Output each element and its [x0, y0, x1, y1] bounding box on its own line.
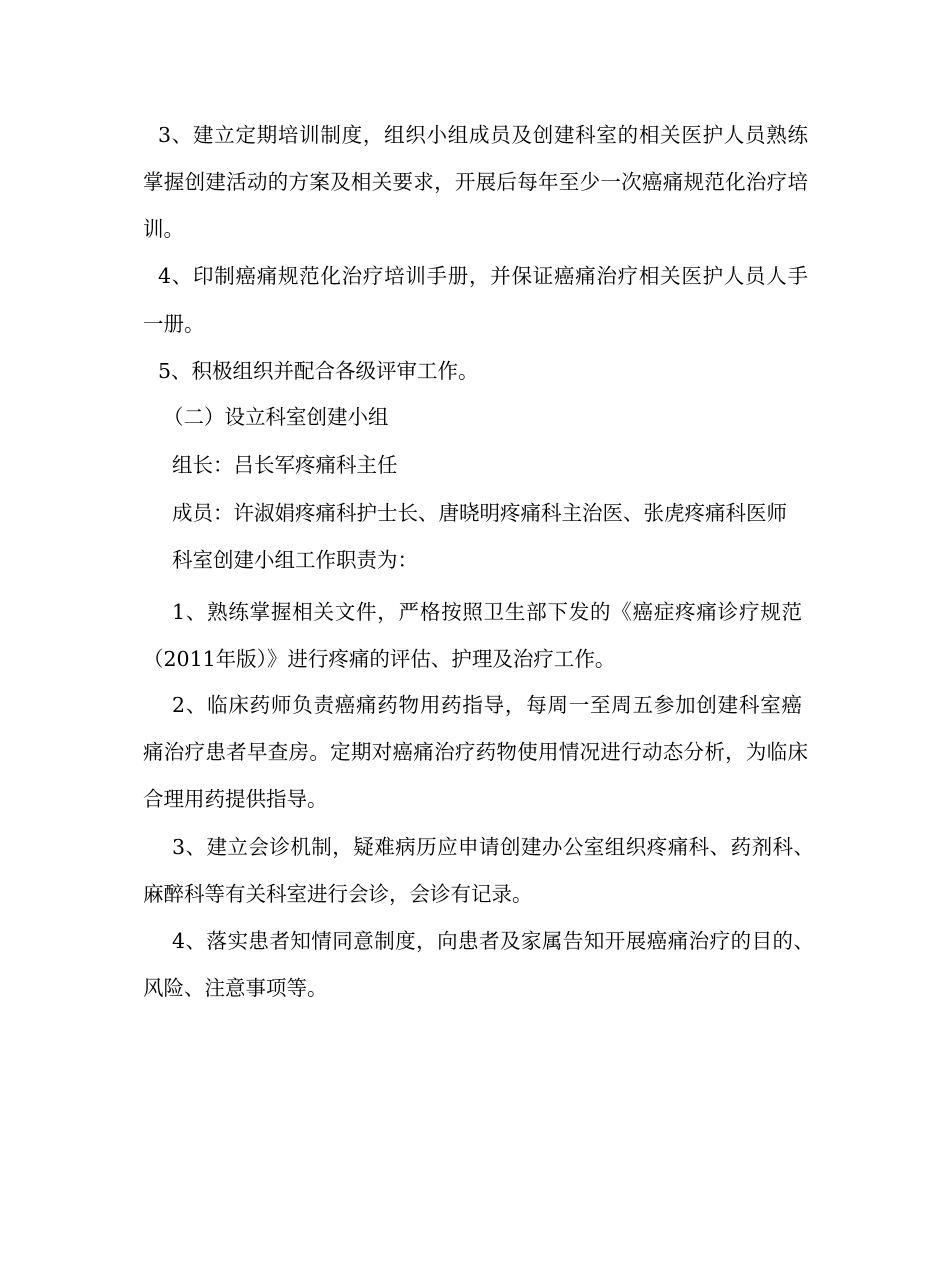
text-line: 风险、注意事项等。 — [143, 976, 328, 1000]
text-line: 合理用药提供指导。 — [143, 787, 328, 811]
text-line: 2、临床药师负责癌痛药物用药指导，每周一至周五参加创建科室癌 — [172, 693, 802, 717]
text-line: 组长：吕长军疼痛科主任 — [172, 453, 398, 477]
text-line: 科室创建小组工作职责为： — [172, 548, 418, 572]
text-line: （二）设立科室创建小组 — [163, 405, 389, 429]
text-line: 5、积极组织并配合各级评审工作。 — [158, 359, 479, 383]
text-line: 4、落实患者知情同意制度，向患者及家属告知开展癌痛治疗的目的、 — [172, 929, 814, 953]
text-line: 3、建立会诊机制，疑难病历应申请创建办公室组织疼痛科、药剂科、 — [172, 835, 814, 859]
text-line: 麻醉科等有关科室进行会诊，会诊有记录。 — [143, 882, 533, 906]
text-line: 掌握创建活动的方案及相关要求，开展后每年至少一次癌痛规范化治疗培 — [143, 170, 808, 194]
text-line: （2011年版）》进行疼痛的评估、护理及治疗工作。 — [143, 647, 616, 671]
text-line: 成员：许淑娟疼痛科护士长、唐晓明疼痛科主治医、张虎疼痛科医师 — [172, 501, 787, 525]
text-line: 4、印制癌痛规范化治疗培训手册，并保证癌痛治疗相关医护人员人手 — [158, 264, 808, 288]
text-line: 1、熟练掌握相关文件，严格按照卫生部下发的《癌症疼痛诊疗规范 — [172, 600, 802, 624]
text-line: 痛治疗患者早查房。定期对癌痛治疗药物使用情况进行动态分析，为临床 — [143, 740, 808, 764]
text-line: 训。 — [143, 217, 184, 241]
text-line: 3、建立定期培训制度，组织小组成员及创建科室的相关医护人员熟练 — [158, 123, 808, 147]
text-line: 一册。 — [143, 312, 205, 336]
